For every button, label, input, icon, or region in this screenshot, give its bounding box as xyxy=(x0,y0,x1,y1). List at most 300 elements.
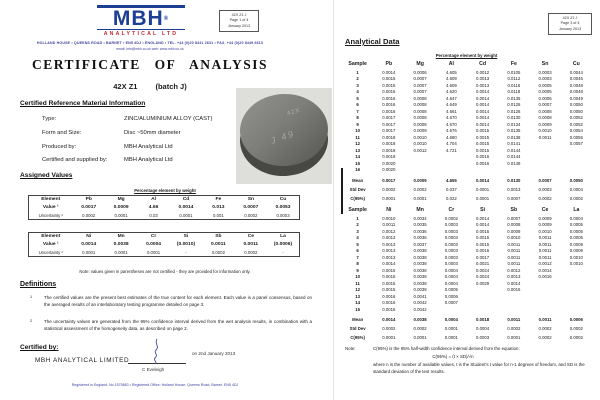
table-cell: 0.0015 xyxy=(382,287,396,292)
table-cell: 0.0049 xyxy=(569,95,583,101)
table-cell: 0.0016 xyxy=(382,102,396,107)
table-cell: 0.0015 xyxy=(382,76,396,81)
table-cell: 0.0015 xyxy=(476,228,490,234)
table-cell: 7 xyxy=(356,254,359,260)
table-cell: 0.0004 xyxy=(569,215,583,221)
table-row xyxy=(29,196,300,204)
table-cell: 0.0015 xyxy=(382,82,396,88)
table-cell: 4.647 xyxy=(445,95,457,101)
table-cell: 0.0126 xyxy=(507,102,521,107)
table-cell: 0.0006 xyxy=(444,293,458,299)
table-cell: 5 xyxy=(356,241,359,247)
table-cell: 0.0009 xyxy=(538,222,552,227)
table-cell: 0.0149 xyxy=(507,160,521,166)
table-cell: 0.0010 xyxy=(538,228,552,234)
table-cell: 0.0001 xyxy=(444,326,458,331)
table-cell: 0.0002 xyxy=(569,326,583,331)
disc-sample-photo xyxy=(236,88,332,184)
column-header: Fe xyxy=(510,61,517,67)
table-cell: 0.0116 xyxy=(507,82,521,88)
table-cell: 0.0003 xyxy=(444,248,458,253)
table-cell: 0.0041 xyxy=(413,293,427,299)
table-cell: 0.0001 xyxy=(179,212,193,218)
reference-page: Page 1 of 4 xyxy=(229,18,249,23)
table-cell: 0.0014 xyxy=(476,215,490,221)
registered-mark: ® xyxy=(163,16,170,22)
table-cell: 0.0014 xyxy=(476,102,490,107)
table-cell: 0.0009 xyxy=(538,215,552,221)
table-cell: 0.0008 xyxy=(413,108,427,114)
assigned-values-table-2 xyxy=(28,232,300,257)
table-cell: 0.0038 xyxy=(413,267,427,273)
column-header: Sample xyxy=(348,207,367,213)
table-cell: 0.0001 xyxy=(114,212,128,218)
table-cell: 0.0016 xyxy=(476,154,490,159)
definitions-heading: Definitions xyxy=(20,281,57,288)
table-cell: 0.0055 xyxy=(569,134,583,140)
certified-by-heading: Certified by: xyxy=(20,344,59,351)
table-cell: 0.0118 xyxy=(507,89,521,94)
table-cell: 0.0017 xyxy=(382,121,396,127)
table-cell: 0.0016 xyxy=(382,108,396,114)
table-cell: 11 xyxy=(355,280,360,286)
page-divider xyxy=(333,0,334,400)
table-cell: 4.66 xyxy=(148,205,159,211)
table-cell: 0.0038 xyxy=(413,261,427,266)
table-cell: 0.0004 xyxy=(444,274,458,279)
table-cell: 0.0004 xyxy=(444,267,458,273)
table-cell: 0.0009 xyxy=(569,241,583,247)
table-cell: 0.0024 xyxy=(476,267,490,273)
table-cell: 0.0006 xyxy=(413,69,427,75)
table-cell: 0.0037 xyxy=(413,241,427,247)
column-header: Si xyxy=(480,207,486,213)
table-cell: 0.0003 xyxy=(538,69,552,75)
table-cell: 0.0014 xyxy=(476,108,490,114)
table-cell: 0.0010 xyxy=(413,134,427,140)
table-cell: 0.0014 xyxy=(476,115,490,120)
table-cell: 0.0005 xyxy=(538,89,552,94)
table-row xyxy=(29,212,300,220)
mbh-logo xyxy=(97,5,185,37)
footnote-text: The certified values are the present best estimates of the true content for each element. Each value is a panel consensus, based on the averaged results of an interlaboratory testing programme detailed on page 3. xyxy=(44,295,312,307)
column-header: Sample xyxy=(348,61,367,67)
reference-page: Page 3 of 4 xyxy=(560,21,580,26)
table-cell: 4.609 xyxy=(445,82,457,88)
table-cell: 0.0001 xyxy=(382,335,396,340)
table-row xyxy=(342,313,592,322)
table-cell: 0.0050 xyxy=(569,102,583,107)
column-header: Al xyxy=(448,61,454,67)
note-line-1: C(95%) is the 95% half-width confidence interval derived from the equation: xyxy=(373,346,520,351)
table-cell: 0.0010 xyxy=(569,254,583,260)
table-cell: 0.0034 xyxy=(413,215,427,221)
table-cell: (0.0010) xyxy=(176,242,196,248)
table-cell: La xyxy=(280,234,286,240)
table-cell: Element xyxy=(41,234,61,240)
definition-item-1 xyxy=(30,295,312,309)
table-cell: 0.0138 xyxy=(507,134,521,140)
table-cell: 0.0141 xyxy=(507,141,521,146)
crm-label: Form and Size: xyxy=(42,130,82,136)
table-cell: 4.670 xyxy=(445,115,457,120)
column-header: Mg xyxy=(416,61,424,67)
table-cell: Mean xyxy=(352,177,364,183)
table-cell: 0.0011 xyxy=(243,242,259,248)
table-cell: 0.0015 xyxy=(382,280,396,286)
table-cell: Sn xyxy=(247,197,254,203)
table-cell: 6 xyxy=(356,248,359,253)
table-cell: Element xyxy=(41,197,61,203)
analytical-table-2 xyxy=(342,207,592,340)
table-cell: 0.0048 xyxy=(569,89,583,94)
table-cell: 0.0012 xyxy=(413,147,427,153)
table-cell: 0.0112 xyxy=(507,76,521,81)
table-cell: 0.0002 xyxy=(244,249,258,255)
signature-line xyxy=(128,342,186,364)
table-cell: 0.0014 xyxy=(476,222,490,227)
table-cell: 0.0048 xyxy=(569,82,583,88)
column-header: Sb xyxy=(510,207,518,213)
table-cell: 0.0003 xyxy=(444,222,458,227)
reference-box xyxy=(219,10,259,32)
table-row xyxy=(342,331,592,340)
confidence-interval-note xyxy=(345,345,585,375)
table-cell: 0.0008 xyxy=(413,115,427,120)
table-cell: Uncertainty ² xyxy=(38,249,63,255)
table-cell: 0.0012 xyxy=(382,228,396,234)
crm-value: MBH Analytical Ltd xyxy=(124,144,173,150)
batch-code: (batch J) xyxy=(155,82,187,91)
table-cell: 14 xyxy=(355,300,361,305)
table-cell: 0.0130 xyxy=(507,177,521,183)
table-cell: 0.0009 xyxy=(413,128,427,133)
table-cell: 3 xyxy=(356,228,359,234)
table-cell: 0.0008 xyxy=(413,121,427,127)
table-cell: 0.0038 xyxy=(413,274,427,279)
table-cell: 0.0004 xyxy=(476,326,490,331)
table-cell: 0.0008 xyxy=(507,222,521,227)
table-cell: 0.0019 xyxy=(382,154,396,159)
table-cell: 4.655 xyxy=(445,177,457,183)
table-cell: 0.0002 xyxy=(538,326,552,331)
table-cell: 0.0002 xyxy=(538,195,552,201)
table-cell: 0.0011 xyxy=(382,222,396,227)
table-cell: 0.0002 xyxy=(413,326,427,331)
table-cell: Std Dev xyxy=(349,186,366,192)
certification-date: on 2nd January 2013 xyxy=(192,351,236,356)
table-cell: 0.0038 xyxy=(413,317,427,322)
table-cell: 0.0013 xyxy=(507,186,521,192)
table-cell: 0.0038 xyxy=(113,242,129,248)
table-cell: 0.0036 xyxy=(413,235,427,240)
table-cell: 13 xyxy=(355,293,361,299)
table-cell: - xyxy=(282,249,284,255)
assigned-values-table-1 xyxy=(28,195,300,220)
table-cell: 0.0135 xyxy=(507,95,521,101)
table-cell: 0.0005 xyxy=(444,287,458,292)
table-cell: Std Dev xyxy=(349,326,366,331)
table-cell: 0.0014 xyxy=(476,89,490,94)
crm-value: MBH Analytical Ltd xyxy=(124,157,173,163)
table-cell: 0.0012 xyxy=(538,261,552,266)
page-title: CERTIFICATE OF ANALYSIS xyxy=(31,57,269,72)
table-cell: 0.0002 xyxy=(211,249,225,255)
table-cell: 0.0009 xyxy=(569,248,583,253)
table-cell: 0.0038 xyxy=(413,254,427,260)
scan-artifact xyxy=(341,168,343,214)
table-cell: 0.0011 xyxy=(507,254,521,260)
table-cell: 0.0044 xyxy=(569,69,583,75)
table-cell: 0.0054 xyxy=(569,128,583,133)
table-cell: 0.0015 xyxy=(476,147,490,153)
table-cell: 4.680 xyxy=(445,134,457,140)
table-cell: 0.0011 xyxy=(507,248,521,253)
assigned-values-heading: Assigned Values xyxy=(20,172,73,179)
crm-label: Certified and supplied by: xyxy=(42,157,108,163)
table-cell: 0.0017 xyxy=(382,128,396,133)
table-row xyxy=(342,61,592,70)
table-cell: 0.0003 xyxy=(444,261,458,266)
table-cell: 4.609 xyxy=(445,76,457,81)
table-cell: 0.0015 xyxy=(476,235,490,240)
table-cell: 0.0001 xyxy=(413,335,427,340)
table-cell: 0.0003 xyxy=(444,241,458,247)
table-cell: 4.704 xyxy=(445,141,457,146)
table-cell: 0.0017 xyxy=(382,177,396,183)
column-header: Ce xyxy=(541,207,549,213)
table-cell: 0.0003 xyxy=(444,235,458,240)
product-code: 42X Z1 xyxy=(113,82,138,91)
table-cell: 3 xyxy=(356,82,359,88)
table-cell: 0.0038 xyxy=(413,280,427,286)
table-cell: 0.0011 xyxy=(538,134,552,140)
table-cell: 0.0013 xyxy=(382,248,396,253)
table-cell: 9 xyxy=(356,267,359,273)
table-cell: 0.0135 xyxy=(507,128,521,133)
table-cell: 0.0013 xyxy=(382,241,396,247)
table-cell: 0.0014 xyxy=(178,205,194,211)
table-cell: 0.0001 xyxy=(476,195,490,201)
table-cell: 4.661 xyxy=(445,108,457,114)
logo-text xyxy=(97,9,185,29)
table-cell: 13 xyxy=(355,147,361,153)
parentheses-note: Note: values given in parentheses are not certified - they are provided for information only. xyxy=(79,269,251,274)
table-cell: 0.0011 xyxy=(507,241,521,247)
analytical-data-page xyxy=(333,0,600,400)
table-cell: 0.0015 xyxy=(382,267,396,273)
table-cell: 2 xyxy=(356,76,359,81)
table-cell: 0.0007 xyxy=(507,215,521,221)
table-cell: 0.0005 xyxy=(569,222,583,227)
table-cell: 0.0007 xyxy=(243,205,259,211)
table-cell: 0.0008 xyxy=(413,95,427,101)
logo-subtitle: ANALYTICAL LTD xyxy=(97,29,185,37)
table-cell: 0.0035 xyxy=(413,222,427,227)
table-cell: 0.0038 xyxy=(413,287,427,292)
table-row xyxy=(342,174,592,183)
table-cell: 0.013 xyxy=(212,205,225,211)
table-cell: Value ¹ xyxy=(42,205,59,211)
column-header: La xyxy=(573,207,580,213)
table-cell: 0.0046 xyxy=(569,76,583,81)
crm-label: Produced by: xyxy=(42,144,77,150)
table-cell: 0.0013 xyxy=(507,274,521,279)
percent-by-weight-label: Percentage element by weight xyxy=(134,188,196,193)
table-cell: 0.0002 xyxy=(538,335,552,340)
table-cell: 0.0015 xyxy=(507,287,521,292)
table-cell: 0.0008 xyxy=(413,102,427,107)
table-cell: 0.0002 xyxy=(569,195,583,201)
note-label: Note: xyxy=(345,346,356,351)
table-cell: 0.0130 xyxy=(507,115,521,120)
table-cell: 0.0050 xyxy=(569,108,583,114)
table-cell: 0.0014 xyxy=(538,267,552,273)
table-cell: 0.0014 xyxy=(507,280,521,286)
table-cell: 0.0144 xyxy=(507,154,521,159)
table-cell: 0.0014 xyxy=(81,242,97,248)
table-cell: 4.676 xyxy=(445,128,457,133)
table-cell: 4 xyxy=(356,89,359,94)
table-cell: 0.0001 xyxy=(507,335,521,340)
note-line-2: where n is the number of available values, t is the Student's t value for n-1 degrees of freedom, and SD is the standard deviation of the test results. xyxy=(373,362,585,375)
table-cell: 8 xyxy=(356,115,359,120)
table-cell: 4 xyxy=(356,235,359,240)
table-cell: 0.0009 xyxy=(413,177,427,183)
table-cell: Si xyxy=(183,234,189,240)
table-cell: 0.0042 xyxy=(413,300,427,305)
table-cell: 0.0134 xyxy=(507,121,521,127)
table-cell: 2 xyxy=(356,222,359,227)
table-cell: 1 xyxy=(356,215,359,221)
table-cell: 0.0007 xyxy=(413,89,427,94)
table-cell: 16 xyxy=(355,167,361,172)
table-cell: Cr xyxy=(150,234,157,240)
table-cell: 0.0007 xyxy=(413,82,427,88)
table-cell: 0.0010 xyxy=(507,235,521,240)
table-cell: 12 xyxy=(355,141,361,146)
table-cell: 0.0016 xyxy=(382,306,396,312)
table-cell: Uncertainty ² xyxy=(38,212,63,218)
table-row xyxy=(342,207,592,216)
table-cell: 0.0007 xyxy=(413,76,427,81)
table-cell: C(95%) xyxy=(350,335,365,340)
table-cell: 1 xyxy=(356,69,359,75)
table-cell: 0.0003 xyxy=(538,76,552,81)
table-cell: 0.0018 xyxy=(476,317,490,322)
table-cell: 0.0020 xyxy=(382,167,396,172)
table-cell: 0.0050 xyxy=(569,177,583,183)
table-cell: 14 xyxy=(355,154,361,159)
column-header: Mn xyxy=(416,207,424,213)
table-cell: 0.0013 xyxy=(476,82,490,88)
analytical-data-heading: Analytical Data xyxy=(345,37,400,46)
table-cell: 0.0016 xyxy=(476,160,490,166)
table-cell: - xyxy=(185,249,187,255)
table-cell: 8 xyxy=(356,261,359,266)
table-cell: 0.0053 xyxy=(275,205,291,211)
table-cell: 15 xyxy=(355,160,361,166)
footnote-marker: 1 xyxy=(30,295,33,299)
table-cell: 5 xyxy=(356,95,359,101)
table-cell: 0.0004 xyxy=(569,186,583,192)
table-cell: 0.0002 xyxy=(244,212,258,218)
column-header: Ni xyxy=(386,207,392,213)
table-cell: 0.0002 xyxy=(444,215,458,221)
table-cell: 0.0016 xyxy=(382,293,396,299)
column-header: Sn xyxy=(541,61,549,67)
table-cell: 0.0001 xyxy=(444,335,458,340)
table-row xyxy=(342,322,592,331)
signature-icon xyxy=(148,338,166,364)
table-cell: 0.0016 xyxy=(382,95,396,101)
table-cell: Mn xyxy=(117,234,125,240)
table-cell: 0.0014 xyxy=(382,317,396,322)
table-cell: 11 xyxy=(355,134,360,140)
table-cell: 0.0011 xyxy=(538,241,552,247)
logo-name: MBH xyxy=(112,7,164,30)
table-cell: 0.0007 xyxy=(538,177,552,183)
table-cell: 0.0013 xyxy=(382,254,396,260)
table-cell: 0.0005 xyxy=(538,82,552,88)
table-cell: 9 xyxy=(356,121,359,127)
table-cell: 0.0052 xyxy=(569,121,583,127)
table-cell: 0.0009 xyxy=(538,121,552,127)
column-header: Cu xyxy=(572,61,580,67)
table-cell: 0.0004 xyxy=(146,242,162,248)
analytical-table-1 xyxy=(342,61,592,201)
table-cell: 0.0011 xyxy=(538,254,552,260)
table-row xyxy=(29,204,300,212)
company-contact: email: info@mbh.co.uk web: www.mbh.co.uk xyxy=(116,47,184,51)
table-cell: 0.0003 xyxy=(276,212,290,218)
table-cell: 0.0014 xyxy=(476,95,490,101)
table-cell: 0.022 xyxy=(445,195,457,201)
crm-value: ZINC/ALUMINIUM ALLOY (CAST) xyxy=(124,116,213,122)
table-row xyxy=(29,249,300,257)
table-cell: 4.721 xyxy=(445,147,457,153)
table-cell: Cd xyxy=(182,197,190,203)
table-cell: 0.0015 xyxy=(476,134,490,140)
table-cell: 0.0007 xyxy=(538,102,552,107)
reference-date: January 2013 xyxy=(227,23,251,28)
table-cell: 0.0002 xyxy=(382,186,396,192)
table-cell: Fe xyxy=(215,197,222,203)
table-cell: 0.0010 xyxy=(382,215,396,221)
table-cell: 0.0029 xyxy=(476,280,490,286)
table-row xyxy=(342,192,592,201)
table-cell: 0.0005 xyxy=(569,235,583,240)
disc-marking-product: 42X xyxy=(286,107,302,118)
table-cell: 0.0021 xyxy=(476,261,490,266)
table-cell: Mg xyxy=(117,197,125,203)
table-cell: 0.0015 xyxy=(476,141,490,146)
table-cell: 0.0003 xyxy=(476,335,490,340)
table-cell: 0.0038 xyxy=(413,248,427,253)
table-cell: Ce xyxy=(247,234,254,240)
table-cell: 0.0008 xyxy=(538,115,552,120)
table-row xyxy=(342,183,592,192)
table-cell: 0.001 xyxy=(213,212,224,218)
reference-date: January 2013 xyxy=(558,26,582,31)
table-cell: 0.0010 xyxy=(569,261,583,266)
table-cell: 0.0036 xyxy=(413,228,427,234)
table-cell: 0.0015 xyxy=(476,241,490,247)
table-cell: 0.0001 xyxy=(82,249,96,255)
table-cell: 0.0003 xyxy=(538,186,552,192)
table-cell: C(95%) xyxy=(350,195,365,201)
table-row xyxy=(29,233,300,241)
